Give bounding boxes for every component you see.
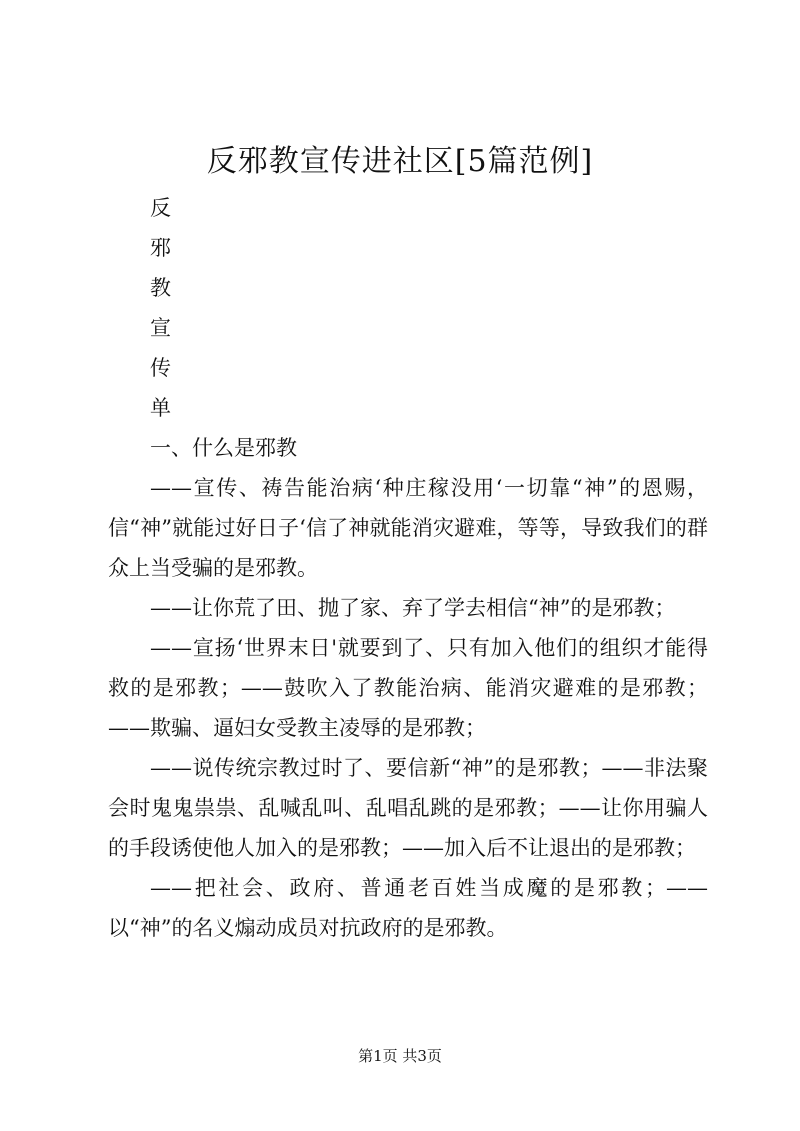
vertical-heading-char: 教 (150, 276, 171, 300)
document-title: 反邪教宣传进社区[5篇范例] (206, 144, 594, 179)
vertical-heading (150, 188, 190, 428)
vertical-heading-char: 邪 (150, 236, 171, 260)
body-paragraph: ——把社会、政府、普通老百姓当成魔的是邪教；——以“神”的名义煽动成员对抗政府的是邪教。 (108, 876, 708, 940)
body-paragraph: ——让你荒了田、抛了家、弃了学去相信“神”的是邪教； (150, 596, 676, 620)
vertical-heading-char: 反 (150, 196, 171, 220)
body-paragraph: ——宣扬‘世界末日'就要到了、只有加入他们的组织才能得救的是邪教；——鼓吹入了教能治病、能消灾避难的是邪教；——欺骗、逼妇女受教主凌辱的是邪教； (108, 636, 708, 740)
vertical-heading-char: 单 (150, 396, 171, 420)
section-heading: 一、什么是邪教 (150, 436, 297, 460)
body-paragraph: ——宣传、祷告能治病‘种庄稼没用‘一切靠“神”的恩赐，信“神”就能过好日子‘信了神就能消灾避难，等等，导致我们的群众上当受骗的是邪教。 (108, 476, 708, 580)
page-footer: 第1页 共3页 (358, 1047, 442, 1065)
vertical-heading-char: 宣 (150, 316, 171, 340)
vertical-heading-char: 传 (150, 356, 171, 380)
body-paragraph: ——说传统宗教过时了、要信新“神”的是邪教；——非法聚会时鬼鬼祟祟、乱喊乱叫、乱唱乱跳的是邪教；——让你用骗人的手段诱使他人加入的是邪教；——加入后不让退出的是邪教； (108, 756, 708, 860)
document-body (108, 428, 708, 948)
